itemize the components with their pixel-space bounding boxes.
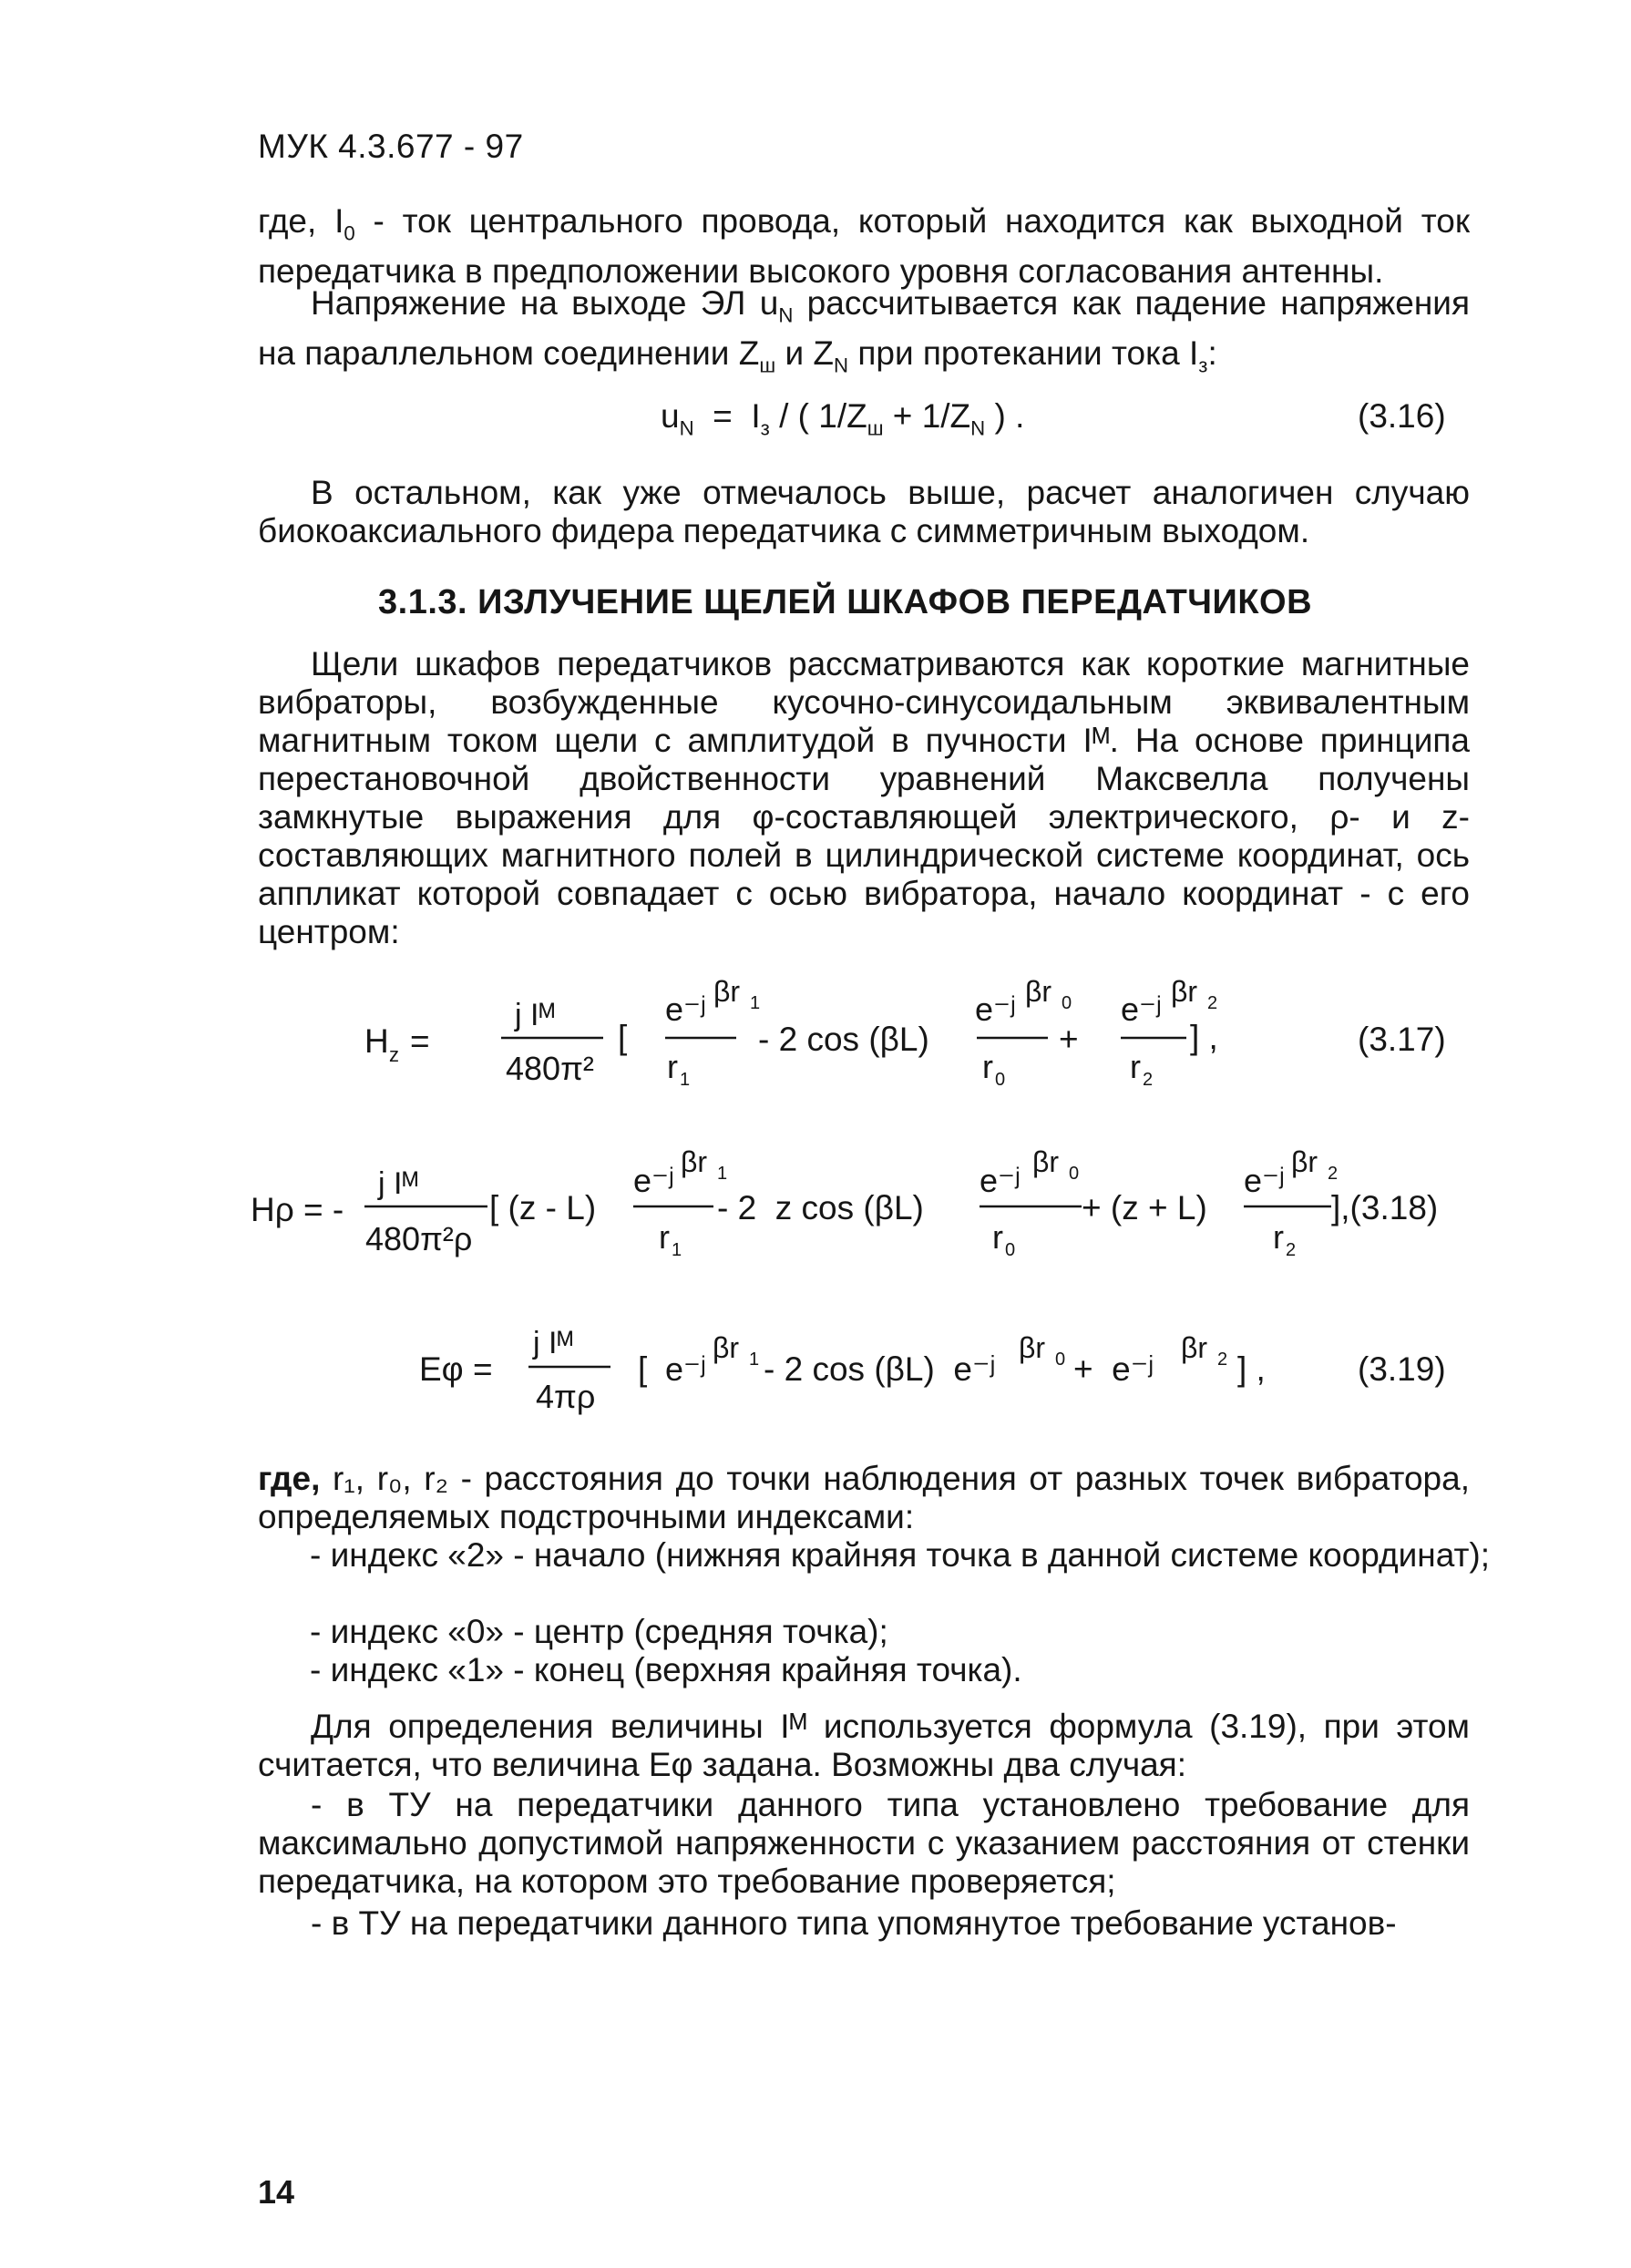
svg-text:r: r [659,1218,670,1256]
svg-text:[ (z - L): [ (z - L) [489,1189,597,1226]
svg-text:[: [ [618,1019,628,1056]
paragraph-im-determination: Для определения величины Iᴹ используется формула (3.19), при этом считается, что величина Eφ задана. Возможны два случая: [258,1708,1470,1783]
list-item-index-2: - индекс «2» - начало (нижняя крайняя точка в данной системе координат); [310,1536,1491,1574]
svg-text:βr: βr [713,975,741,1008]
svg-text:βr: βr [1032,1145,1060,1178]
svg-text:480π²ρ: 480π²ρ [365,1220,473,1257]
svg-text:r: r [982,1048,993,1085]
equation-3-18 [251,1130,1476,1285]
svg-text:βr: βr [1291,1145,1318,1178]
svg-text:- 2 cos (βL) e⁻ʲ: - 2 cos (βL) e⁻ʲ [764,1350,996,1388]
equation-number-3-16: (3.16) [1358,397,1446,435]
paragraph-slot-radiation: Щели шкафов передатчиков рассматриваются как короткие магнитные вибраторы, возбужденные кусочно-синусоидальным эквивалентным магнитным током щели с амплитудой в пучности Iᴹ. На основе принципа перестановочной двойственности уравнений Максвелла получены замкнутые выражения для φ-составляющей электрического, ρ- и z-составляющих магнитного полей в цилиндрической системе координат, ось аппликат которой совпадает с осью вибратора, начало координат - с его центром: [258,645,1470,950]
svg-text:e⁻ʲ: e⁻ʲ [1121,990,1162,1028]
svg-text:r: r [1130,1048,1141,1085]
svg-text:480π²: 480π² [506,1050,594,1087]
svg-text:βr: βr [681,1145,708,1178]
svg-text:βr: βr [1171,975,1198,1008]
svg-text:βr: βr [1019,1331,1046,1364]
svg-text:0: 0 [1005,1240,1016,1260]
svg-text:r: r [667,1048,678,1085]
paragraph-distance-definitions: где, r₁, r₀, r₂ - расстояния до точки наблюдения от разных точек вибратора, определяемых подстрочными индексами: [258,1460,1470,1535]
svg-text:r: r [1273,1218,1284,1256]
svg-text:+ (z + L): + (z + L) [1082,1189,1207,1226]
paragraph-voltage-output: Напряжение на выходе ЭЛ $u_N$ рассчитывается как падение напряжения на параллельном соединении $Z_ш$ и $Z_N$ при протекании тока $I_з$: [258,284,1470,377]
svg-text:βr: βr [713,1331,740,1364]
svg-text:βr: βr [1181,1331,1208,1364]
equation-3-16: $u_N = I_з$ / ( $1/Z_ш + 1/Z_N$ ) . [661,397,1025,440]
svg-text:1: 1 [680,1070,691,1090]
svg-text:4πρ: 4πρ [536,1378,596,1415]
paragraph-remaining-calculation: В остальном, как уже отмечалось выше, расчет аналогичен случаю биокоаксиального фидера передатчика с симметричным выходом. [258,474,1470,549]
svg-text:2: 2 [1207,993,1218,1013]
equation-number-3-19: (3.19) [1358,1350,1446,1388]
equation-3-17 [364,961,1476,1107]
svg-text:1: 1 [717,1164,728,1184]
svg-text:+ e⁻ʲ: + e⁻ʲ [1073,1350,1154,1388]
svg-text:- 2 cos (βL): - 2 cos (βL) [758,1021,929,1058]
svg-text:2: 2 [1328,1164,1339,1184]
svg-text:j Iᴹ: j Iᴹ [378,1166,418,1201]
svg-text:2: 2 [1217,1350,1228,1370]
svg-text:[: [ [638,1350,648,1388]
svg-text:e⁻ʲ: e⁻ʲ [975,990,1016,1028]
equation-number-3-18: ],(3.18) [1331,1189,1439,1226]
paragraph-current-definition: где, $I_0$ - ток центрального провода, который находится как выходной ток передатчика в предположении высокого уровня согласования антенны. [258,202,1471,291]
svg-text:H: H [364,1022,389,1060]
list-item-index-1: - индекс «1» - конец (верхняя крайняя точка). [310,1651,1022,1688]
svg-text:e⁻ʲ: e⁻ʲ [1244,1162,1285,1199]
svg-text:+: + [1059,1021,1079,1058]
svg-text:Hρ = -: Hρ = - [251,1191,344,1228]
svg-text:2: 2 [1143,1070,1154,1090]
svg-text:=: = [410,1022,430,1060]
svg-text:Eφ =: Eφ = [419,1350,493,1388]
equation-3-19 [419,1303,1476,1431]
svg-text:βr: βr [1025,975,1052,1008]
svg-text:j Iᴹ: j Iᴹ [533,1326,573,1360]
svg-text:] ,: ] , [1237,1350,1266,1388]
svg-text:0: 0 [1069,1164,1080,1184]
svg-text:e⁻ʲ: e⁻ʲ [633,1162,674,1199]
svg-text:1: 1 [672,1240,682,1260]
svg-text:2: 2 [1286,1240,1297,1260]
svg-text:1: 1 [749,1350,760,1370]
section-heading: 3.1.3. ИЗЛУЧЕНИЕ ЩЕЛЕЙ ШКАФОВ ПЕРЕДАТЧИКОВ [378,583,1313,621]
page-number: 14 [258,2173,295,2211]
svg-text:- 2 z cos (βL): - 2 z cos (βL) [717,1189,924,1226]
svg-text:e⁻ʲ: e⁻ʲ [665,990,706,1028]
svg-text:z: z [389,1043,399,1066]
paragraph-case-two: - в ТУ на передатчики данного типа упомянутое требование установ- [311,1904,1397,1942]
svg-text:e⁻ʲ: e⁻ʲ [980,1162,1021,1199]
equation-number-3-17: (3.17) [1358,1021,1446,1058]
svg-text:r: r [992,1218,1003,1256]
svg-text:e⁻ʲ: e⁻ʲ [665,1350,706,1388]
svg-text:1: 1 [750,993,761,1013]
svg-text:0: 0 [1062,993,1072,1013]
svg-text:] ,: ] , [1190,1019,1218,1056]
svg-text:0: 0 [995,1070,1006,1090]
svg-text:j Iᴹ: j Iᴹ [515,998,555,1032]
paragraph-case-one: - в ТУ на передатчики данного типа установлено требование для максимально допустимой напряженности с указанием расстояния от стенки передатчика, на котором это требование проверяется; [258,1786,1470,1900]
document-header: МУК 4.3.677 - 97 [258,128,524,165]
svg-text:0: 0 [1055,1350,1066,1370]
list-item-index-0: - индекс «0» - центр (средняя точка); [310,1613,888,1650]
